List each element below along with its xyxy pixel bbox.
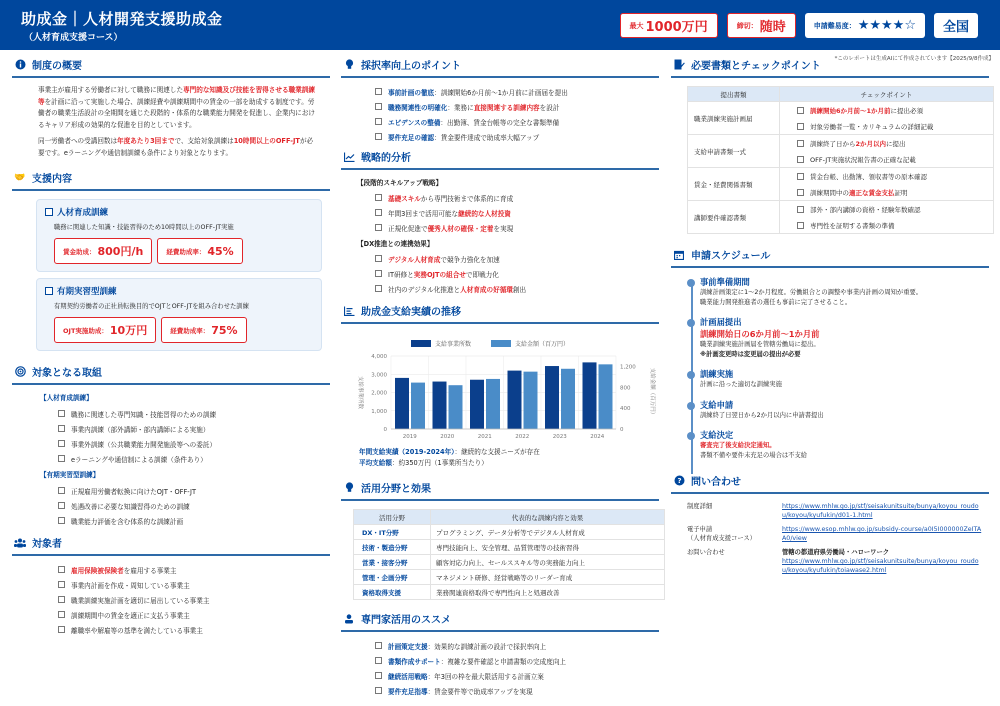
- list-item: 書類作成サポート：複雑な要件確認と申請書類の完成度向上: [375, 653, 659, 668]
- list-item: 計画策定支援：効果的な訓練計画の設計で採択率向上: [375, 638, 659, 653]
- lightbulb-icon: [343, 59, 355, 71]
- checkbox-icon: [58, 611, 65, 618]
- svg-text:2021: 2021: [477, 434, 492, 440]
- table-row: 制度詳細 https://www.mhlw.go.jp/stf/seisakunitsuite/bunya/koyou_roudou/koyou/kyufukin/d01-1.html: [687, 503, 979, 519]
- table-row: 職業訓練実施計画届 訓練開始6か月前〜1か月前に提出必須 対象労働者一覧・カリキュラムの詳細記載: [688, 102, 994, 135]
- section-header-trend: 助成金支給実績の推移: [341, 298, 659, 324]
- target-icon: [14, 366, 26, 378]
- deadline-badge: 締切： 随時: [727, 13, 796, 38]
- section-header-support: 🤝 支援内容: [12, 165, 330, 191]
- svg-text:400: 400: [620, 406, 631, 413]
- timeline-line: [691, 284, 693, 474]
- list-item: 職業訓練実施計画を適切に届出している事業主: [58, 592, 330, 607]
- checkbox-icon: [58, 455, 65, 462]
- checkbox-icon: [375, 270, 382, 277]
- page-header: [0, 0, 1000, 50]
- list-item: 正規雇用労働者転換に向けたOJT・OFF-JT: [58, 483, 330, 498]
- list-item: 事業外訓練（公共職業能力開発施設等への委託）: [58, 436, 330, 451]
- checkbox-icon: [58, 581, 65, 588]
- list-item: エビデンスの整備：出勤簿、賃金台帳等の完全な書類準備: [375, 114, 659, 129]
- timeline-dot-icon: [687, 279, 695, 287]
- checkbox-icon: [797, 206, 804, 213]
- schedule-timeline: [688, 276, 989, 460]
- checkbox-icon: [797, 123, 804, 130]
- svg-text:支給事業所数: 支給事業所数: [435, 341, 472, 348]
- list-item: eラーニングや通信制による訓練（条件あり）: [58, 451, 330, 466]
- checkbox-icon: [797, 107, 804, 114]
- checkbox-icon: [375, 642, 382, 649]
- checkbox-icon: [45, 287, 53, 295]
- svg-text:0: 0: [620, 427, 624, 433]
- checkbox-icon: [58, 566, 65, 573]
- header-badges: [620, 13, 979, 38]
- list-item: 雇用保険被保険者を雇用する事業主: [58, 562, 330, 577]
- section-header-targets: 対象となる取組: [12, 359, 330, 385]
- region-badge: 全国: [934, 13, 978, 38]
- support-card-1: 人材育成訓練 職務に関連した知識・技能習得のため10時間以上のOFF-JT実施 賃金助成： 800円/h 経費助成率： 45%: [36, 199, 322, 272]
- list-item: 職業能力評価を含む体系的な訓練計画: [58, 513, 330, 528]
- checkbox-icon: [58, 410, 65, 417]
- table-row: 支給申請書類一式 訓練終了日から2か月以内に提出 OFF-JT実施状況報告書の正確な記載: [688, 135, 994, 168]
- checkbox-icon: [375, 88, 382, 95]
- contact-table: [687, 502, 982, 580]
- list-item: 事業内訓練（部外講師・部内講師による実施）: [58, 421, 330, 436]
- checkbox-icon: [375, 687, 382, 694]
- e-application-link[interactable]: https://www.esop.mhlw.go.jp/subsidy-course/a0I5I000000ZeITAA0/view: [782, 526, 982, 542]
- checkbox-icon: [58, 502, 65, 509]
- svg-text:支給事業所数: 支給事業所数: [357, 375, 363, 410]
- checkbox-icon: [58, 517, 65, 524]
- document-icon: [673, 59, 685, 71]
- experts-list: [341, 632, 659, 698]
- list-item: 離職率や解雇等の基準を満たしている事業主: [58, 622, 330, 637]
- table-row: 営業・接客分野 顧客対応力向上、セールススキル等の実務能力向上: [354, 555, 665, 570]
- checkbox-icon: [375, 255, 382, 262]
- table-row: 講師要件確認書類 部外・部内講師の資格・経験年数確認 専門性を証明する書類の準備: [688, 201, 994, 234]
- section-header-documents: 必要書類とチェックポイント: [671, 52, 989, 78]
- list-item: 処遇改善に必要な知識習得のための訓練: [58, 498, 330, 513]
- list-item: デジタル人材育成で競争力強化を加速: [375, 251, 659, 266]
- svg-text:?: ?: [676, 477, 682, 485]
- section-header-schedule: 申請スケジュール: [671, 242, 989, 268]
- timeline-dot-icon: [687, 402, 695, 410]
- section-header-strategy: 戦略的分析: [341, 144, 659, 170]
- table-row: 資格取得支援 業務関連資格取得で専門性向上と処遇改善: [354, 585, 665, 600]
- list-item: 要件充足の確認：賃金要件達成で助成率大幅アップ: [375, 129, 659, 144]
- fields-table: 活用分野 代表的な訓練内容と効果 DX・IT分野 プログラミング、データ分析等でデジタル人材育成 技術・製造分野 専門技能向上、安全管理、品質管理等の技術習得 営業・接客分野 顧客対応力向上、セールススキル等の実務能力向上 管理・企画分野 マネジメント研修、経営戦略等のリーダー育成 資格取得支援 業務関連資格取得で専門性向上と処遇改善: [353, 509, 665, 600]
- checkbox-icon: [58, 440, 65, 447]
- checkbox-icon: [375, 118, 382, 125]
- checkbox-icon: [375, 133, 382, 140]
- person-icon: [343, 613, 355, 625]
- detail-link[interactable]: https://www.mhlw.go.jp/stf/seisakunitsuite/bunya/koyou_roudou/koyou/kyufukin/d01-1.html: [782, 503, 979, 519]
- timeline-dot-icon: [687, 432, 695, 440]
- list-item: 社内のデジタル化推進と人材育成の好循環創出: [375, 281, 659, 296]
- checkbox-icon: [375, 224, 382, 231]
- table-row: 管理・企画分野 マネジメント研修、経営戦略等のリーダー育成: [354, 570, 665, 585]
- star-rating-icon: ★★★★☆: [857, 18, 916, 33]
- timeline-step: 支給申請 訓練終了日翌日から2か月以内に申請書提出: [700, 399, 989, 421]
- checkbox-icon: [797, 189, 804, 196]
- checkbox-icon: [58, 425, 65, 432]
- question-icon: [673, 475, 685, 487]
- list-item: 基礎スキルから専門技術まで体系的に育成: [375, 190, 659, 205]
- chart-bar-icon: [343, 305, 355, 317]
- overview-paragraph-2: 同一労働者への受講回数は年度あたり3回までで、支給対象訓練は10時間以上のOFF-JTが必要です。eラーニングや通信制訓練も条件により対象となります。: [38, 137, 314, 157]
- checkbox-icon: [45, 208, 53, 216]
- difficulty-badge: 申請難易度： ★★★★☆: [805, 13, 925, 38]
- lightbulb-icon: [343, 482, 355, 494]
- list-item: 訓練期間中の賃金を適正に支払う事業主: [58, 607, 330, 622]
- section-header-overview: 制度の概要: [12, 52, 330, 78]
- checkbox-icon: [375, 657, 382, 664]
- svg-text:支給金額（百万円）: 支給金額（百万円）: [515, 341, 570, 348]
- documents-table: 提出書類 チェックポイント 職業訓練実施計画届 訓練開始6か月前〜1か月前に提出必須 対象労働者一覧・カリキュラムの詳細記載 支給申請書類一式 訓練終了日から2か月以内に提出 OFF-JT実施状況報告書の正確な記載 賃金・経費関係書類 賃金台帳、出勤簿、領収書等の原本確認 訓練期間中の適正な賃金支払証明 講師要件確認書類 部外・部内講師の資格・経験年数確認 専門性を証明する書類の準備: [687, 86, 994, 234]
- expense-rate-pill: 経費助成率： 75%: [161, 317, 246, 343]
- wage-subsidy-pill: 賃金助成： 800円/h: [54, 238, 152, 264]
- checkbox-icon: [58, 626, 65, 633]
- svg-text:2,000: 2,000: [371, 390, 387, 397]
- ai-generated-note: *このレポートは生成AIにて作成されています【2025/9/8作成】: [834, 56, 994, 62]
- list-item: 要件充足指導：賃金要件等で助成率アップを実現: [375, 683, 659, 698]
- table-row: DX・IT分野 プログラミング、データ分析等でデジタル人材育成: [354, 525, 665, 540]
- checkbox-icon: [375, 672, 382, 679]
- users-icon: [14, 537, 26, 549]
- svg-text:2020: 2020: [440, 434, 455, 440]
- svg-text:1,200: 1,200: [620, 364, 636, 371]
- timeline-dot-icon: [687, 371, 695, 379]
- list-item: 事業内計画を作成・周知している事業主: [58, 577, 330, 592]
- checkbox-icon: [375, 103, 382, 110]
- svg-text:4,000: 4,000: [371, 354, 387, 360]
- list-item: 事前計画の徹底：訓練開始6か月前〜1か月前に計画届を提出: [375, 84, 659, 99]
- section-header-fields: 活用分野と効果: [341, 475, 659, 501]
- strategy-list-1: [341, 187, 659, 235]
- table-row: 賃金・経費関係書類 賃金台帳、出勤簿、領収書等の原本確認 訓練期間中の適正な賃金支払証明: [688, 168, 994, 201]
- inquiry-link[interactable]: https://www.mhlw.go.jp/stf/seisakunitsuite/bunya/koyou_roudou/koyou/kyufukin/toiawase2.html: [782, 558, 979, 574]
- subsidy-trend-chart: [351, 334, 663, 444]
- targets-group1-list: [12, 402, 330, 466]
- svg-text:0: 0: [383, 427, 387, 433]
- page-subtitle: （人材育成支援コース）: [24, 33, 123, 43]
- checkbox-icon: [58, 596, 65, 603]
- max-amount-badge: 最大 1000万円: [620, 13, 718, 38]
- timeline-step: 支給決定 審査完了後支給決定通知。 書類不備や要件未充足の場合は不支給: [700, 429, 989, 460]
- svg-text:2023: 2023: [552, 434, 567, 440]
- calendar-icon: [673, 249, 685, 261]
- svg-text:2022: 2022: [515, 434, 530, 440]
- ojt-subsidy-pill: OJT実施助成： 10万円: [54, 317, 156, 343]
- checkbox-icon: [797, 173, 804, 180]
- checkbox-icon: [375, 209, 382, 216]
- svg-text:800: 800: [620, 385, 631, 392]
- list-item: 職務関連性の明確化：業務に直接関連する訓練内容を設計: [375, 99, 659, 114]
- section-header-contact: ? 問い合わせ: [671, 468, 989, 494]
- checkbox-icon: [797, 140, 804, 147]
- left-column: 制度の概要 事業主が雇用する労働者に対して職務に関連した専門的な知識及び技能を習得させる職業訓練等を計画に沿って実施した場合、訓練経費や訓練期間中の賃金の一部を助成する制度です。労働者の職業生活設計の全期間を通じた段階的・体系的な職業能力開発を促進し、企業内におけるキャリア形成の効果的な促進を目的としています。 同一労働者への受講回数は年度あたり3回までで、支給対象訓練は10時間以上のOFF-JTが必要です。eラーニングや通信制訓練も条件により対象となります。 🤝 支援内容 人材育成訓練 職務に関連した知識・技能習得のため10時間以上のOFF-JT実施 賃金助成： 800円/h 経費助成率： 45% 有期実習型訓練 有期契約労働者の正社員転換目的でOJTとOFF-JTを組み合わせた訓練 OJT実施助成： 10万円 経費助成率： 75% 対象となる取組 【人材育成訓練】 職務に関連した専門知識・技能習得のための訓練 事業内訓練（部外講師・部内講師による実施） 事業外訓練（公共職業能力開発施設等への委託） eラーニングや通信制による訓練（条件あり） 【有期実習型訓練】 正規雇用労働者転換に向けたOJT・OFF-JT 処遇改善に必要な知識習得のための訓練 職業能力評価を含む体系的な訓練計画 対象者 雇用保険被保険者を雇用する事業主 事業内計画を作成・周知している事業主 職業訓練実施計画を適切に届出している事業主 訓練期間中の賃金を適正に支払う事業主 離職率や解雇等の基準を満たしている事業主: [12, 52, 330, 637]
- svg-text:1,000: 1,000: [371, 408, 387, 415]
- svg-text:2024: 2024: [590, 434, 605, 440]
- expense-rate-pill: 経費助成率： 45%: [157, 238, 242, 264]
- middle-column: 採択率向上のポイント 事前計画の徹底：訓練開始6か月前〜1か月前に計画届を提出 職務関連性の明確化：業務に直接関連する訓練内容を設計 エビデンスの整備：出勤簿、賃金台帳等の完全な書類準備 要件充足の確認：賃金要件達成で助成率大幅アップ 戦略的分析 【段階的スキルアップ戦略】 基礎スキルから専門技術まで体系的に育成 年間3回まで活用可能な継続的な人材投資 正規化促進で優秀人材の確保・定着を実現 【DX推進との連携効果】 デジタル人材育成で競争力強化を加速 IT研修と実務OJTの組合せで即戦力化 社内のデジタル化推進と人材育成の好循環創出 助成金支給実績の推移 支給事業所数 支給金額（百万円） 0 1,000 2,000 3,000 4,000 0 400 800 1,200 2019 2020 2021 2022 2023 2024 支給事業所数 支給金額（百万円） 年間支給実績（2019-2024年）：継続的な支援ニーズが存在 平均支給額：約350万円（1事業所当たり） 活用分野と効果 活用分野 代表的な訓練内容と効果 DX・IT分野 プログラミング、データ分析等でデジタル人材育成 技術・製造分野 専門技能向上、安全管理、品質管理等の技術習得 営業・接客分野 顧客対応力向上、セールススキル等の実務能力向上 管理・企画分野 マネジメント研修、経営戦略等のリーダー育成 資格取得支援 業務関連資格取得で専門性向上と処遇改善 専門家活用のススメ 計画策定支援：効果的な訓練計画の設計で採択率向上 書類作成サポート：複雑な要件確認と申請書類の完成度向上 継続活用戦略：年3回の枠を最大限活用する計画立案 要件充足指導：賃金要件等で助成率アップを実現: [341, 52, 659, 698]
- targets-group2-list: [12, 479, 330, 528]
- section-header-eligible: 対象者: [12, 530, 330, 556]
- checkbox-icon: [797, 222, 804, 229]
- info-icon: [14, 59, 26, 71]
- list-item: 年間3回まで活用可能な継続的な人材投資: [375, 205, 659, 220]
- checkbox-icon: [375, 194, 382, 201]
- chart-line-icon: [343, 151, 355, 163]
- eligible-list: [12, 556, 330, 637]
- list-item: 職務に関連した専門知識・技能習得のための訓練: [58, 406, 330, 421]
- checkbox-icon: [375, 285, 382, 292]
- bar-chart: [351, 334, 663, 444]
- svg-text:2019: 2019: [402, 434, 417, 440]
- table-row: 技術・製造分野 専門技能向上、安全管理、品質管理等の技術習得: [354, 540, 665, 555]
- svg-text:3,000: 3,000: [371, 372, 387, 379]
- list-item: 正規化促進で優秀人材の確保・定着を実現: [375, 220, 659, 235]
- overview-paragraph-1: 事業主が雇用する労働者に対して職務に関連した専門的な知識及び技能を習得させる職業訓練等を計画に沿って実施した場合、訓練経費や訓練期間中の賃金の一部を助成する制度です。労働者の職業生活設計の全期間を通じた段階的・体系的な職業能力開発を促進し、企業内におけるキャリア形成の効果的な促進を目的としています。: [38, 86, 315, 129]
- svg-text:支給金額（百万円）: 支給金額（百万円）: [649, 367, 655, 418]
- right-column: [671, 52, 989, 580]
- checkbox-icon: [797, 156, 804, 163]
- strategy-list-2: [341, 248, 659, 296]
- checkbox-icon: [58, 487, 65, 494]
- timeline-dot-icon: [687, 319, 695, 327]
- table-row: 電子申請 （人材育成支援コース） https://www.esop.mhlw.go.jp/subsidy-course/a0I5I000000ZeITAA0/view: [687, 526, 982, 542]
- timeline-step: 計画届提出 訓練開始日の6か月前〜1か月前 職業訓練実施計画届を管轄労働局に提出。 ※計画変更時は変更届の提出が必要: [700, 316, 989, 359]
- handshake-icon: 🤝: [14, 172, 26, 183]
- trend-summary: 年間支給実績（2019-2024年）：継続的な支援ニーズが存在 平均支給額：約350万円（1事業所当たり）: [359, 448, 540, 467]
- page-title: 助成金｜人材開発支援助成金: [21, 10, 223, 28]
- section-header-experts: 専門家活用のススメ: [341, 606, 659, 632]
- table-row: お問い合わせ 管轄の都道府県労働局・ハローワーク https://www.mhlw.go.jp/stf/seisakunitsuite/bunya/koyou_roudou/koyou/kyufukin/toiawase2.html: [687, 549, 979, 574]
- support-card-2: 有期実習型訓練 有期契約労働者の正社員転換目的でOJTとOFF-JTを組み合わせた訓練 OJT実施助成： 10万円 経費助成率： 75%: [36, 278, 322, 351]
- list-item: IT研修と実務OJTの組合せで即戦力化: [375, 266, 659, 281]
- section-header-tips: 採択率向上のポイント: [341, 52, 659, 78]
- list-item: 継続活用戦略：年3回の枠を最大限活用する計画立案: [375, 668, 659, 683]
- timeline-step: 事前準備期間 訓練計画策定に1〜2か月程度。労働組合との調整や事業内計画の周知が重要。 職業能力開発推進者の選任も事前に完了させること。: [700, 276, 989, 307]
- timeline-step: 訓練実施 計画に沿った適切な訓練実施: [700, 368, 989, 390]
- tips-list: [341, 78, 659, 144]
